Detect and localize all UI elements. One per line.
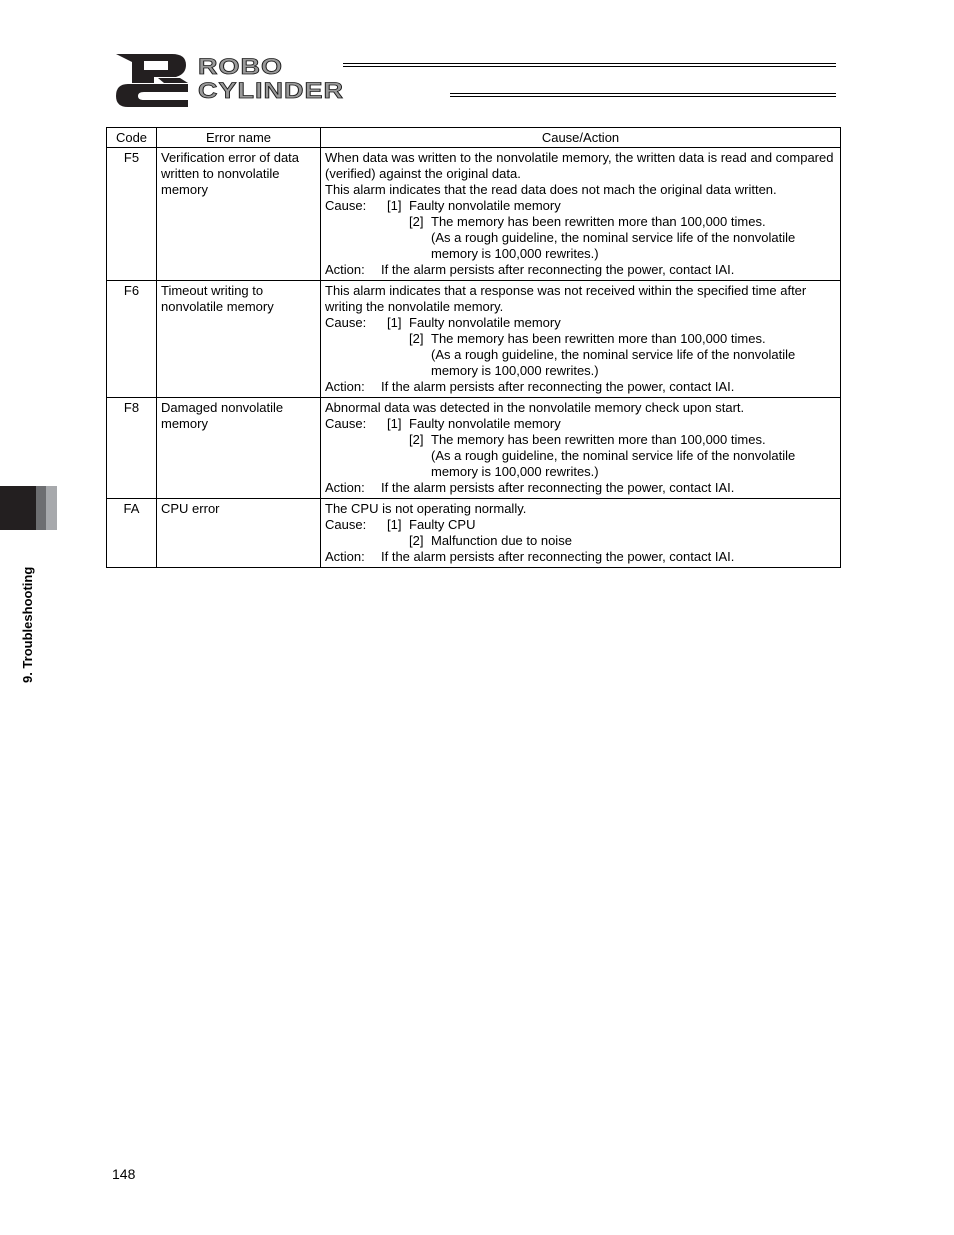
robo-cylinder-logo [114,52,444,108]
cause-note [325,230,836,262]
chapter-tab-dark [0,486,36,530]
cause-item [325,198,836,214]
error-name: Verification error of data written to nonvolatile memory [157,148,321,281]
table-row [107,148,841,281]
cause-action-cell [321,499,841,568]
cause-item [325,432,836,448]
cause-text: Malfunction due to noise [431,533,572,548]
cause-item [325,214,836,230]
action-text: If the alarm persists after reconnecting the power, contact IAI. [381,480,735,495]
chapter-tab-mid [36,486,46,530]
cause-text: The memory has been rewritten more than 100,000 times. [431,432,766,447]
cause-number: [1] [387,315,402,330]
description-line: The CPU is not operating normally. [325,501,527,516]
cause-item [325,315,836,331]
cause-note-text: (As a rough guideline, the nominal service life of the nonvolatile memory is 100,000 rewrites.) [431,448,796,479]
cause-number: [2] [409,331,424,346]
action-label: Action: [325,549,365,564]
table-row [107,281,841,398]
action-text: If the alarm persists after reconnecting the power, contact IAI. [381,379,735,394]
cause-number: [2] [409,432,424,447]
cause-number: [1] [387,416,402,431]
cause-number: [1] [387,517,402,532]
action-line [325,262,836,278]
action-text: If the alarm persists after reconnecting the power, contact IAI. [381,262,735,277]
cause-label: Cause: [325,315,367,330]
error-table [106,127,841,568]
error-code: F5 [107,148,157,281]
cause-label: Cause: [325,416,367,431]
error-code: F6 [107,281,157,398]
cause-text: The memory has been rewritten more than 100,000 times. [431,331,766,346]
action-line [325,549,836,565]
cause-number: [2] [409,533,424,548]
table-header-row [107,128,841,148]
page-number: 148 [112,1166,136,1182]
table-row [107,499,841,568]
cause-item [325,517,836,533]
description-line: Abnormal data was detected in the nonvolatile memory check upon start. [325,400,745,415]
cause-number: [2] [409,214,424,229]
cause-note [325,347,836,379]
description-line: This alarm indicates that the read data does not mach the original data written. [325,182,777,197]
chapter-tab-light [46,486,57,530]
cause-text: The memory has been rewritten more than 100,000 times. [431,214,766,229]
description-line: When data was written to the nonvolatile memory, the written data is read and compared (verified) against the original data. [325,150,834,181]
header-error-name: Error name [157,128,321,148]
action-label: Action: [325,480,365,495]
error-name: Damaged nonvolatile memory [157,398,321,499]
cause-note-text: (As a rough guideline, the nominal service life of the nonvolatile memory is 100,000 rewrites.) [431,347,796,378]
cause-number: [1] [387,198,402,213]
chapter-label: 9. Troubleshooting [20,566,35,683]
cause-label: Cause: [325,198,367,213]
cause-action-cell [321,398,841,499]
cause-note-text: (As a rough guideline, the nominal service life of the nonvolatile memory is 100,000 rewrites.) [431,230,796,261]
action-label: Action: [325,379,365,394]
cause-action-cell [321,281,841,398]
logo-word-robo: ROBO [198,54,283,79]
header-cause-action: Cause/Action [321,128,841,148]
error-name: Timeout writing to nonvolatile memory [157,281,321,398]
error-code: F8 [107,398,157,499]
cause-item [325,331,836,347]
table-row [107,398,841,499]
cause-text: Faulty nonvolatile memory [409,416,561,431]
header-rule-bottom [450,93,836,97]
cause-item [325,416,836,432]
rc-logo-icon [114,52,190,108]
action-line [325,379,836,395]
logo-word-cylinder: CYLINDER [198,78,345,103]
error-code: FA [107,499,157,568]
action-label: Action: [325,262,365,277]
error-name: CPU error [157,499,321,568]
cause-label: Cause: [325,517,367,532]
description-line: This alarm indicates that a response was not received within the specified time after writing the nonvolatile memory. [325,283,807,314]
header-code: Code [107,128,157,148]
cause-action-cell [321,148,841,281]
cause-note [325,448,836,480]
action-text: If the alarm persists after reconnecting the power, contact IAI. [381,549,735,564]
header-rule-top [343,63,836,67]
cause-text: Faulty nonvolatile memory [409,198,561,213]
cause-item [325,533,836,549]
action-line [325,480,836,496]
cause-text: Faulty nonvolatile memory [409,315,561,330]
cause-text: Faulty CPU [409,517,476,532]
